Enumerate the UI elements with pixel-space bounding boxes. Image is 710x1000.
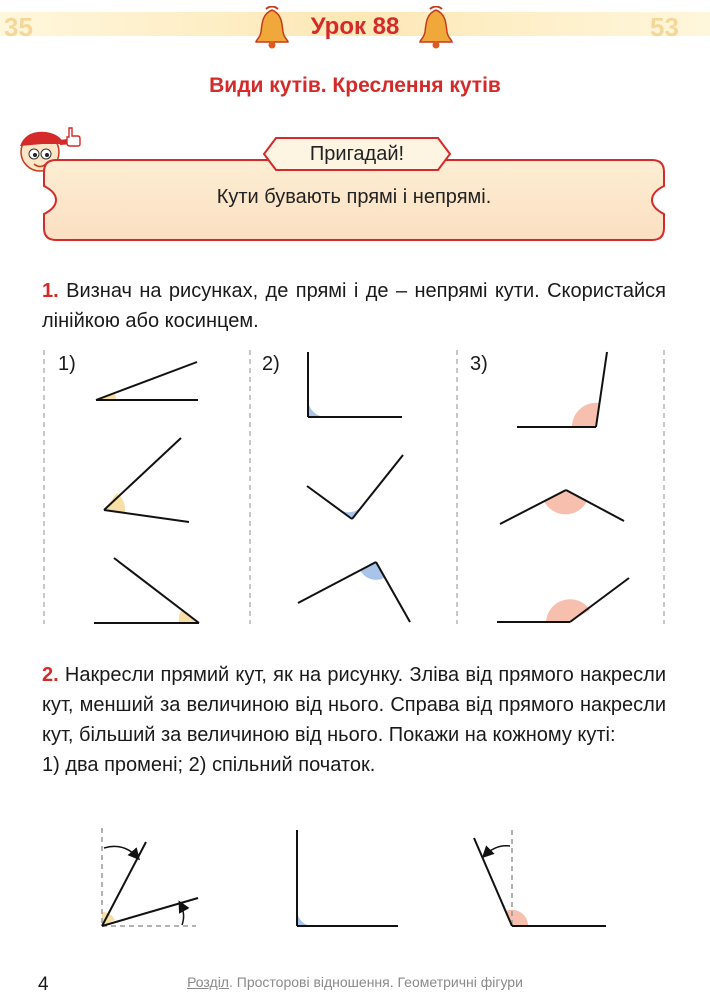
lesson-title: Урок 88 <box>310 13 400 40</box>
page-number: 4 <box>38 974 49 995</box>
svg-text:53: 53 <box>650 12 679 42</box>
task-2-line2: 1) два промені; 2) спільний початок. <box>42 754 376 776</box>
task-2-text: Накресли прямий кут, як на рисунку. Зліва від прямого накресли кут, менший за величиною від нього. Справа від прямого накресли кут, більший за величиною від нього. Покажи на кожному куті: <box>42 664 666 746</box>
column-label: 2) <box>262 353 280 375</box>
remember-text: Кути бувають прямі і непрямі. <box>216 186 492 208</box>
pointing-hand-icon <box>62 126 82 148</box>
angle-figure <box>104 438 189 522</box>
footer-section-word: Розділ <box>187 974 229 990</box>
task-1-text: Визнач на рисунках, де прямі і де – непрямі кути. Скористайся лінійкою або косинцем. <box>42 280 667 332</box>
svg-text:35: 35 <box>4 12 33 42</box>
task-2 <box>42 660 666 780</box>
task-1 <box>42 276 666 336</box>
acute-angle-figure <box>102 828 198 926</box>
topic-title: Види кутів. Креслення кутів <box>209 74 501 97</box>
obtuse-angle-figure <box>474 830 606 926</box>
task-2-figures <box>0 820 710 940</box>
angle-figure <box>308 352 402 417</box>
task-1-number: 1. <box>42 280 59 302</box>
angle-figure <box>96 362 198 400</box>
angle-figure <box>94 558 199 623</box>
task-1-figures <box>0 340 710 630</box>
footer-section-text: . Просторові відношення. Геометричні фігури <box>228 974 523 990</box>
angle-figure <box>500 490 624 524</box>
column-label: 1) <box>58 353 76 375</box>
angle-figure <box>298 562 410 622</box>
footer-section <box>0 974 710 990</box>
angle-figure <box>497 578 629 622</box>
remember-label: Пригадай! <box>309 143 405 165</box>
right-angle-figure <box>297 830 398 926</box>
column-label: 3) <box>470 353 488 375</box>
task-2-number: 2. <box>42 664 59 686</box>
angle-figure <box>307 455 403 519</box>
angle-figure <box>517 352 607 427</box>
